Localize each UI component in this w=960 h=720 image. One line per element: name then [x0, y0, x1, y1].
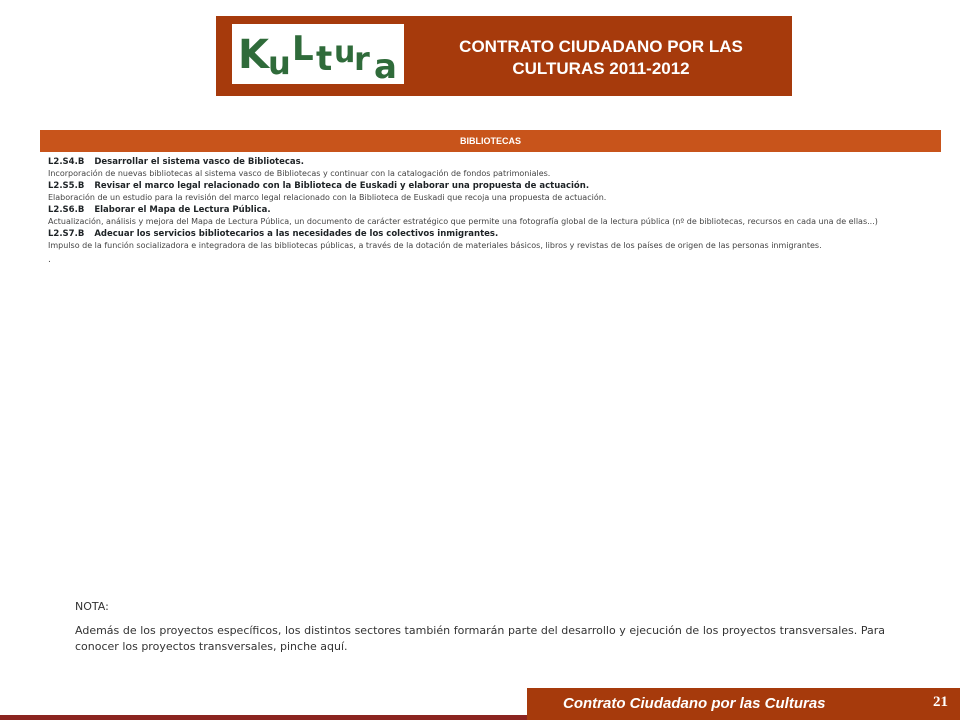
header-title-line2: CULTURAS 2011-2012: [512, 59, 690, 78]
svg-text:u: u: [334, 35, 356, 70]
footer-title: Contrato Ciudadano por las Culturas: [563, 695, 826, 712]
svg-text:t: t: [316, 39, 333, 79]
item-heading: [48, 205, 934, 216]
item-heading: [48, 229, 934, 240]
section-title-bar: BIBLIOTECAS: [40, 130, 941, 152]
item-code: L2.S5.B: [48, 181, 85, 191]
list-item: [48, 181, 934, 203]
list-item: [48, 205, 934, 227]
trailing-dot: .: [48, 255, 51, 265]
page-number: 21: [933, 694, 948, 710]
svg-text:L: L: [292, 29, 314, 69]
item-description: Incorporación de nuevas bibliotecas al sistema vasco de Bibliotecas y continuar con la catalogación de fondos patrimoniales.: [48, 169, 551, 178]
kultura-logo: [232, 24, 404, 84]
nota-label: NOTA:: [75, 600, 109, 613]
item-title: Elaborar el Mapa de Lectura Pública.: [94, 205, 271, 215]
content-list: [48, 156, 934, 267]
nota-text[interactable]: Además de los proyectos específicos, los distintos sectores también formarán parte del desarrollo y ejecución de los proyectos transversales. Para conocer los proyectos transversales, pinche aquí.: [75, 624, 885, 653]
nota-block: [75, 600, 885, 655]
item-title: Revisar el marco legal relacionado con la Biblioteca de Euskadi y elaborar una propuesta de actuación.: [94, 181, 590, 191]
item-code: L2.S7.B: [48, 229, 85, 239]
footer-banner: [527, 688, 960, 720]
svg-text:r: r: [354, 40, 370, 78]
header-title: [416, 36, 786, 80]
svg-text:a: a: [374, 47, 397, 84]
kultura-logo-graphic: [232, 24, 404, 84]
header-title-line1: CONTRATO CIUDADANO POR LAS: [459, 37, 743, 56]
item-title: Adecuar los servicios bibliotecarios a las necesidades de los colectivos inmigrantes.: [94, 229, 499, 239]
item-description: Impulso de la función socializadora e integradora de las bibliotecas públicas, a través de la dotación de materiales básicos, libros y revistas de los países de origen de las personas inmigrantes.: [48, 241, 822, 250]
item-description: Actualización, análisis y mejora del Mapa de Lectura Pública, un documento de carácter estratégico que permite una fotografía global de la lectura pública (nº de bibliotecas, recursos en cada una de ellas...): [48, 217, 878, 226]
item-heading: [48, 157, 934, 168]
list-item: [48, 157, 934, 179]
item-title: Desarrollar el sistema vasco de Bibliotecas.: [94, 157, 304, 167]
item-code: L2.S4.B: [48, 157, 85, 167]
header-banner: [216, 16, 792, 96]
svg-text:K: K: [238, 32, 269, 78]
item-code: L2.S6.B: [48, 205, 85, 215]
item-description: Elaboración de un estudio para la revisión del marco legal relacionado con la Biblioteca de Euskadi que recoja una propuesta de actuación.: [48, 193, 607, 202]
svg-text:u: u: [268, 44, 291, 82]
list-item: [48, 229, 934, 251]
item-heading: [48, 181, 934, 192]
